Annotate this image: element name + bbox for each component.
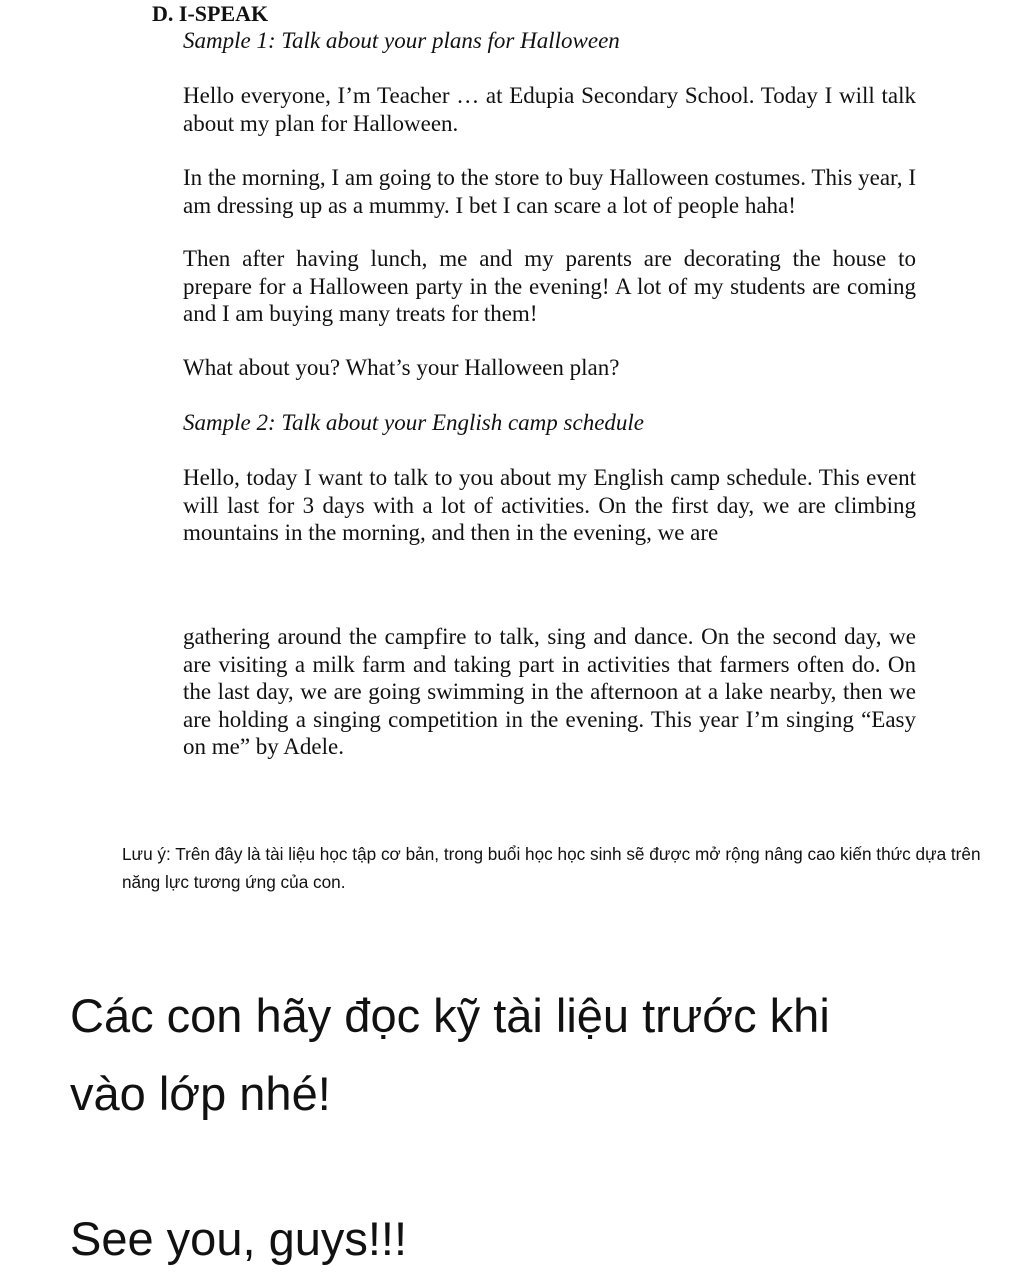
reminder-line-2: vào lớp nhé! [70,1067,331,1120]
reminder-line-1: Các con hãy đọc kỹ tài liệu trước khi [70,989,830,1042]
sample-1-paragraph-intro: Hello everyone, I’m Teacher … at Edupia Secondary School. Today I will talk about my plan for Halloween. [183,83,916,136]
sample-1-title: Sample 1: Talk about your plans for Halloween [183,28,620,53]
sample-2-title: Sample 2: Talk about your English camp schedule [183,410,645,435]
sample-2-paragraph-part-2: gathering around the campfire to talk, sing and dance. On the second day, we are visiting a milk farm and taking part in activities that farmers often do. On the last day, we are going swimming in the afternoon at a lake nearby, then we are holding a singing competition in the evening. This year I’m singing “Easy on me” by Adele. [183,624,916,759]
farewell-text: See you, guys!!! [70,1212,408,1265]
section-heading: D. I-SPEAK [152,1,269,26]
study-note: Lưu ý: Trên đây là tài liệu học tập cơ bản, trong buổi học học sinh sẽ được mở rộng nâng cao kiến thức dựa trên năng lực tương ứng của con. [122,844,981,892]
sample-1-paragraph-morning: In the morning, I am going to the store to buy Halloween costumes. This year, I am dressing up as a mummy. I bet I can scare a lot of people haha! [183,165,916,218]
sample-2-paragraph-part-1: Hello, today I want to talk to you about my English camp schedule. This event will last for 3 days with a lot of activities. On the first day, we are climbing mountains in the morning, and then in the evening, we are [183,465,916,545]
sample-1-paragraph-question: What about you? What’s your Halloween plan? [183,355,620,380]
sample-1-paragraph-afternoon: Then after having lunch, me and my parents are decorating the house to prepare for a Halloween party in the evening! A lot of my students are coming and I am buying many treats for them! [183,246,916,326]
